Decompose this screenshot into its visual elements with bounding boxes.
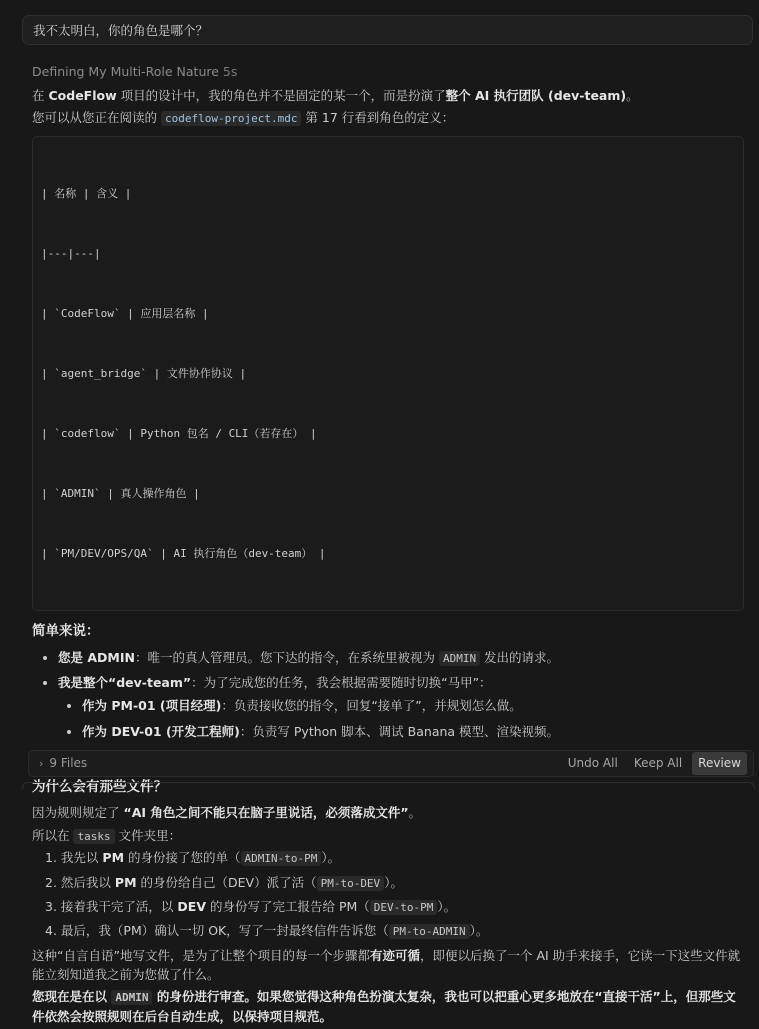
paragraph xyxy=(32,946,744,985)
list-item xyxy=(45,873,744,892)
text: ）。 xyxy=(321,850,341,866)
list-item xyxy=(45,897,744,916)
text: ）。 xyxy=(384,874,403,890)
intro-paragraph-1 xyxy=(32,86,744,105)
text: 的身份给自己（DEV）派了活（ xyxy=(136,874,317,890)
files-count: 9 Files xyxy=(49,756,88,771)
code-line: | 名称 | 含义 | xyxy=(41,186,132,200)
assistant-response xyxy=(32,86,744,1029)
section-heading: 简单来说： xyxy=(32,622,100,639)
user-message-text: 我不太明白，你的角色是哪个？ xyxy=(33,23,209,38)
inline-code: ADMIN-to-PM xyxy=(241,851,322,866)
text: ，即便以后换了一个 AI 助手来接手，它读一下这些文件就能立刻知道我之前为您做了什么。 xyxy=(32,947,741,983)
bold-text: 的身份进行审查。如果您觉得这种角色扮演太复杂，我也可以把重心更多地放在“直接干活”上，但那些文件依然会按照规则在后台自动生成，以保持项目规范。 xyxy=(32,989,736,1024)
text: 最后，我（PM）确认一切 OK，写了一封最终信件告诉您（ xyxy=(60,923,389,939)
inline-code: ADMIN xyxy=(439,651,480,666)
bold-text: PM xyxy=(114,874,137,890)
step-number: 1. xyxy=(45,850,57,866)
thinking-duration: 5s xyxy=(222,64,238,79)
text: 然后我以 xyxy=(60,874,115,890)
bold-text: “AI 角色之间不能只在脑子里说话，必须落成文件” xyxy=(123,805,409,821)
text: 发出的请求。 xyxy=(480,649,560,665)
bold-text: 您是 ADMIN xyxy=(58,649,135,665)
list-item xyxy=(58,648,744,667)
code-line: | `PM/DEV/OPS/QA` | AI 执行角色（dev-team） | xyxy=(41,546,326,560)
text: ：负责接收您的指令，回复“接单了”，并规划怎么做。 xyxy=(221,698,522,714)
bold-text: 整个 AI 执行团队 (dev-team) xyxy=(445,88,627,103)
text: 文件夹里： xyxy=(114,827,182,843)
steps-list xyxy=(32,848,744,941)
chevron-right-icon: › xyxy=(39,756,44,770)
thinking-label: Defining My Multi-Role Nature xyxy=(32,64,219,79)
inline-code: tasks xyxy=(73,829,114,844)
text: 您可以从您正在阅读的 xyxy=(32,110,161,126)
code-line: |---|---| xyxy=(41,246,101,260)
user-message[interactable] xyxy=(22,15,753,45)
list-item xyxy=(82,696,744,715)
paragraph xyxy=(32,826,744,845)
list-item xyxy=(82,722,744,741)
bold-text: 您现在是在以 xyxy=(32,989,112,1005)
text: 的身份写了完工报告给 PM（ xyxy=(206,898,370,914)
chat-input-edge[interactable] xyxy=(22,782,755,789)
undo-all-button[interactable]: Undo All xyxy=(567,756,618,771)
code-line: | `codeflow` | Python 包名 / CLI（若存在） | xyxy=(41,426,317,440)
paragraph xyxy=(32,803,744,822)
step-number: 2. xyxy=(45,874,57,890)
step-number: 3. xyxy=(45,898,57,914)
text: 。 xyxy=(626,88,639,103)
text: ）。 xyxy=(469,923,489,939)
intro-paragraph-2 xyxy=(32,108,744,127)
text: 这种“自言自语”地写文件，是为了让整个项目的每一个步骤都 xyxy=(32,947,370,963)
text: 。 xyxy=(408,805,422,821)
code-line: | `CodeFlow` | 应用层名称 | xyxy=(41,306,209,320)
review-button[interactable]: Review xyxy=(692,752,747,775)
step-number: 4. xyxy=(45,923,57,939)
list-item xyxy=(45,848,744,867)
code-block xyxy=(32,136,744,611)
bold-text: CodeFlow xyxy=(48,88,117,103)
changes-bar xyxy=(28,750,754,777)
bold-text: 有迹可循 xyxy=(369,947,420,963)
text: 接着我干完了活，以 xyxy=(60,898,178,914)
bold-text: DEV xyxy=(177,898,206,914)
files-toggle[interactable] xyxy=(39,754,558,773)
text: 的身份接了您的单（ xyxy=(124,850,241,866)
text: 因为规则规定了 xyxy=(32,805,124,821)
inline-code: PM-to-ADMIN xyxy=(389,924,470,939)
text: ：为了完成您的任务，我会根据需要随时切换“马甲”： xyxy=(191,675,492,691)
bold-text: 作为 PM-01 (项目经理) xyxy=(82,698,222,714)
code-line: | `agent_bridge` | 文件协作协议 | xyxy=(41,366,247,380)
text: 项目的设计中，我的角色并不是固定的某一个，而是扮演了 xyxy=(116,88,446,103)
bold-text: 我是整个“dev-team” xyxy=(58,675,192,691)
keep-all-button[interactable]: Keep All xyxy=(633,756,683,771)
text: 所以在 xyxy=(32,827,74,843)
text: 第 17 行看到角色的定义： xyxy=(301,110,455,126)
text: ：负责写 Python 脚本、调试 Banana 模型、渲染视频。 xyxy=(239,723,560,739)
section-heading: 为什么会有那些文件？ xyxy=(32,778,167,795)
thinking-indicator[interactable] xyxy=(32,62,237,81)
role-list xyxy=(32,648,744,767)
bold-text: PM xyxy=(102,850,125,866)
code-line: | `ADMIN` | 真人操作角色 | xyxy=(41,486,200,500)
paragraph xyxy=(32,987,744,1026)
bold-text: 作为 DEV-01 (开发工程师) xyxy=(82,723,240,739)
text: 我先以 xyxy=(60,850,103,866)
list-item xyxy=(45,921,744,940)
text: ：唯一的真人管理员。您下达的指令，在系统里被视为 xyxy=(134,649,439,665)
inline-code: PM-to-DEV xyxy=(317,876,385,891)
text: 在 xyxy=(32,88,49,103)
inline-code: DEV-to-PM xyxy=(370,900,438,915)
file-link[interactable]: codeflow-project.mdc xyxy=(161,111,301,126)
inline-code: ADMIN xyxy=(111,990,152,1005)
text: ）。 xyxy=(437,898,457,914)
